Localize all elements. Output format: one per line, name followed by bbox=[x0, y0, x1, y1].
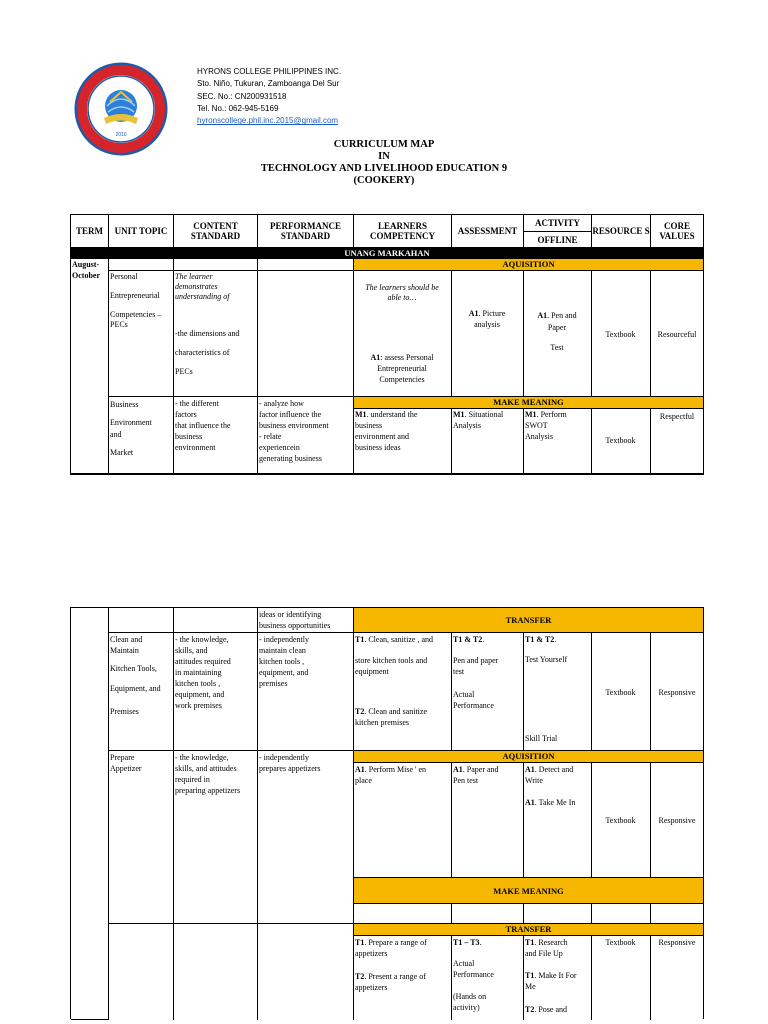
competency-code: A1 bbox=[370, 353, 381, 362]
assessment-line: test bbox=[453, 667, 465, 676]
sec-number: SEC. No.: CN200931518 bbox=[197, 91, 287, 101]
row1-resources bbox=[592, 271, 651, 397]
competency-line: business bbox=[355, 421, 383, 430]
row0-performance bbox=[258, 608, 354, 633]
content-line: The learner bbox=[175, 272, 213, 281]
competency-line: Entrepreneurial bbox=[377, 364, 427, 373]
competency-code: T2 bbox=[355, 972, 365, 981]
row1-performance bbox=[258, 271, 354, 397]
topic-line: PECs bbox=[110, 320, 128, 329]
competency-line: appetizers bbox=[355, 983, 388, 992]
assessment-line: activity) bbox=[453, 1003, 480, 1012]
performance-line: experiencein bbox=[259, 443, 300, 452]
assessment-code: A1 bbox=[468, 309, 479, 318]
term-line: October bbox=[72, 271, 100, 280]
blank-cell bbox=[174, 608, 258, 633]
row1-performance bbox=[258, 633, 354, 751]
activity-line: . Pose and bbox=[534, 1005, 568, 1014]
resources-value: Textbook bbox=[605, 330, 636, 339]
content-line: attitudes required bbox=[175, 657, 231, 666]
content-line: environment bbox=[175, 443, 216, 452]
content-line: kitchen tools , bbox=[175, 679, 221, 688]
assessment-line: . Picture bbox=[478, 309, 506, 318]
college-header bbox=[197, 66, 341, 127]
col-unit-topic: UNIT TOPIC bbox=[109, 215, 174, 248]
term-cell bbox=[71, 608, 109, 1020]
topic-line: Business bbox=[110, 400, 139, 409]
phase-transfer-2: TRANSFER bbox=[354, 924, 703, 936]
row2-resources bbox=[592, 409, 651, 474]
assessment-line: Analysis bbox=[453, 421, 481, 430]
quarter-band: UNANG MARKAHAN bbox=[71, 248, 703, 259]
assessment-line: Pen test bbox=[453, 776, 479, 785]
activity-line: Analysis bbox=[525, 432, 553, 441]
assessment-line: analysis bbox=[474, 320, 500, 329]
activity-line: Test Yourself bbox=[525, 655, 568, 664]
row1-core-values bbox=[651, 633, 703, 751]
row2-content bbox=[174, 751, 258, 924]
row3-assessment bbox=[452, 936, 524, 1020]
topic-line: Entrepreneurial bbox=[110, 291, 160, 300]
performance-line: premises bbox=[259, 679, 288, 688]
title-line-4: (COOKERY) bbox=[353, 175, 415, 186]
activity-line: . Perform bbox=[536, 410, 567, 419]
row2-resources bbox=[592, 763, 651, 878]
content-line: skills, and bbox=[175, 646, 208, 655]
resources-value: Textbook bbox=[605, 436, 636, 445]
activity-line: . Take Me In bbox=[534, 798, 576, 807]
row1-assessment bbox=[452, 271, 524, 397]
content-line: business bbox=[175, 432, 203, 441]
assessment-line: Performance bbox=[453, 701, 494, 710]
phase-make-meaning-2: MAKE MEANING bbox=[354, 878, 703, 904]
core-values-value: Respectful bbox=[659, 412, 695, 421]
row2-competency bbox=[354, 763, 452, 878]
curriculum-table-page1 bbox=[70, 214, 704, 475]
activity-code: M1 bbox=[525, 410, 537, 419]
assessment-code: M1 bbox=[453, 410, 465, 419]
activity-code: T2 bbox=[525, 1005, 535, 1014]
activity-line: Me bbox=[525, 982, 536, 991]
assessment-line: Pen and paper bbox=[453, 656, 499, 665]
topic-line: Appetizer bbox=[110, 764, 142, 773]
col-term: TERM bbox=[71, 215, 109, 248]
content-line: demonstrates bbox=[175, 282, 218, 291]
content-line: work premises bbox=[175, 701, 222, 710]
blank-cell bbox=[174, 924, 258, 1020]
content-line: - the knowledge, bbox=[175, 635, 229, 644]
col-learners-competency: LEARNERS COMPETENCY bbox=[354, 215, 452, 248]
term-line: August- bbox=[72, 260, 100, 269]
assessment-line: Performance bbox=[453, 970, 494, 979]
activity-code: T1 & T2 bbox=[525, 635, 555, 644]
blank-cell bbox=[258, 259, 354, 271]
assessment-line: (Hands on bbox=[453, 992, 487, 1001]
blank-cell bbox=[258, 924, 354, 1020]
phase-transfer: TRANSFER bbox=[354, 608, 703, 633]
competency-line: : assess Personal bbox=[380, 353, 434, 362]
assessment-line: . bbox=[479, 938, 482, 947]
content-line: skills, and attitudes bbox=[175, 764, 237, 773]
resources-value: Textbook bbox=[605, 938, 636, 947]
resources-value: Textbook bbox=[605, 816, 636, 825]
topic-line: Kitchen Tools, bbox=[110, 664, 157, 673]
core-values-value: Responsive bbox=[658, 688, 696, 697]
competency-line: . Clean and sanitize bbox=[364, 707, 427, 716]
blank-cell bbox=[592, 904, 651, 924]
competency-code: T2 bbox=[355, 707, 365, 716]
topic-line: Prepare bbox=[110, 753, 135, 762]
performance-line: - independently bbox=[259, 753, 309, 762]
competency-line: . Present a range of bbox=[364, 972, 426, 981]
document-title bbox=[0, 139, 768, 187]
performance-line: factor influence the bbox=[259, 410, 322, 419]
row1-content bbox=[174, 271, 258, 397]
row1-competency bbox=[354, 633, 452, 751]
competency-line: business ideas bbox=[355, 443, 401, 452]
competency-code: M1 bbox=[355, 410, 367, 419]
activity-line: Paper bbox=[547, 323, 567, 332]
row1-activity bbox=[524, 633, 592, 751]
performance-line: - analyze how bbox=[259, 399, 304, 408]
term-cell bbox=[71, 259, 109, 474]
content-line: required in bbox=[175, 775, 210, 784]
activity-line: Skill Trial bbox=[525, 734, 558, 743]
row2-topic bbox=[109, 751, 174, 924]
blank-cell bbox=[174, 259, 258, 271]
activity-code: T1 bbox=[525, 971, 535, 980]
row1-activity bbox=[524, 271, 592, 397]
college-address: Sto. Niño, Tukuran, Zamboanga Del Sur bbox=[197, 79, 340, 89]
title-line-3: TECHNOLOGY AND LIVELIHOOD EDUCATION 9 bbox=[260, 163, 508, 174]
performance-line: - independently bbox=[259, 635, 309, 644]
content-line: -the dimensions and bbox=[175, 329, 240, 338]
email-link[interactable]: hyronscollege.phil.inc.2015@gmail.com bbox=[197, 116, 339, 126]
topic-line: Personal bbox=[110, 272, 138, 281]
activity-line: . Make It For bbox=[534, 971, 577, 980]
competency-line: appetizers bbox=[355, 949, 388, 958]
core-values-value: Responsive bbox=[658, 938, 696, 947]
topic-line: Equipment, and bbox=[110, 684, 161, 693]
competency-line: able to… bbox=[387, 293, 417, 302]
content-line: equipment, and bbox=[175, 690, 225, 699]
svg-text:2010: 2010 bbox=[115, 132, 127, 138]
blank-cell bbox=[354, 904, 452, 924]
blank-cell bbox=[651, 904, 703, 924]
assessment-line: Actual bbox=[453, 690, 475, 699]
row1-competency bbox=[354, 271, 452, 397]
resources-value: Textbook bbox=[605, 688, 636, 697]
blank-cell bbox=[109, 924, 174, 1020]
competency-line: The learners should be bbox=[365, 283, 439, 292]
row2-core-values bbox=[651, 409, 703, 474]
activity-line: Test bbox=[550, 343, 564, 352]
row1-assessment bbox=[452, 633, 524, 751]
title-line-1: CURRICULUM MAP bbox=[333, 139, 435, 150]
performance-line: generating business bbox=[259, 454, 322, 463]
topic-line: Competencies – bbox=[110, 310, 162, 319]
performance-line: - relate bbox=[259, 432, 282, 441]
topic-line: and bbox=[110, 430, 122, 439]
content-line: characteristics of bbox=[175, 348, 230, 357]
activity-line: . Research bbox=[534, 938, 568, 947]
performance-line: maintain clean bbox=[259, 646, 306, 655]
competency-line: Competencies bbox=[379, 375, 425, 384]
college-name: HYRONS COLLEGE PHILIPPINES INC. bbox=[197, 67, 342, 76]
performance-line: ideas or identifying bbox=[259, 610, 322, 619]
content-line: - the different bbox=[175, 399, 219, 408]
activity-code: A1 bbox=[525, 798, 535, 807]
competency-code: T1 bbox=[355, 938, 365, 947]
competency-line: . Prepare a range of bbox=[364, 938, 427, 947]
assessment-line: Actual bbox=[453, 959, 475, 968]
performance-line: business opportunities bbox=[259, 621, 331, 630]
row1-core-values bbox=[651, 271, 703, 397]
col-performance-standard: PERFORMANCE STANDARD bbox=[258, 215, 354, 248]
assessment-code: T1 – T3 bbox=[453, 938, 480, 947]
competency-line: . Clean, sanitize , and bbox=[364, 635, 433, 644]
topic-line: Environment bbox=[110, 418, 152, 427]
performance-line: equipment, and bbox=[259, 668, 309, 677]
row2-content bbox=[174, 397, 258, 474]
row3-resources bbox=[592, 936, 651, 1020]
content-line: factors bbox=[175, 410, 197, 419]
row1-topic bbox=[109, 271, 174, 397]
row3-competency bbox=[354, 936, 452, 1020]
competency-line: environment and bbox=[355, 432, 409, 441]
competency-line: equipment bbox=[355, 667, 389, 676]
tel-number: Tel. No.: 062-945-5169 bbox=[197, 103, 279, 113]
col-core-values: CORE VALUES bbox=[651, 215, 703, 248]
activity-line: . Pen and bbox=[547, 311, 577, 320]
content-line: PECs bbox=[175, 367, 193, 376]
row2-assessment bbox=[452, 409, 524, 474]
row2-core-values bbox=[651, 763, 703, 878]
topic-line: Clean and bbox=[110, 635, 143, 644]
activity-line: SWOT bbox=[525, 421, 548, 430]
competency-code: A1 bbox=[355, 765, 365, 774]
content-line: understanding of bbox=[175, 292, 230, 301]
row3-core-values bbox=[651, 936, 703, 1020]
assessment-line: . Paper and bbox=[462, 765, 499, 774]
row2-topic bbox=[109, 397, 174, 474]
blank-cell bbox=[524, 904, 592, 924]
activity-code: T1 bbox=[525, 938, 535, 947]
topic-line: Market bbox=[110, 448, 134, 457]
activity-line: Write bbox=[525, 776, 543, 785]
core-values-value: Resourceful bbox=[657, 330, 697, 339]
blank-cell bbox=[452, 904, 524, 924]
content-line: - the knowledge, bbox=[175, 753, 229, 762]
competency-line: kitchen premises bbox=[355, 718, 409, 727]
competency-line: . Perform Mise ' en bbox=[364, 765, 426, 774]
row1-content bbox=[174, 633, 258, 751]
row2-competency bbox=[354, 409, 452, 474]
col-resources: RESOURCE S bbox=[592, 215, 651, 248]
activity-line: and File Up bbox=[525, 949, 563, 958]
performance-line: kitchen tools , bbox=[259, 657, 305, 666]
assessment-line: . bbox=[482, 635, 485, 644]
blank-cell bbox=[109, 259, 174, 271]
col-activity: ACTIVITY bbox=[524, 215, 592, 232]
content-line: in maintaining bbox=[175, 668, 222, 677]
phase-aquisition-2: AQUISITION bbox=[354, 751, 703, 763]
content-line: that influence the bbox=[175, 421, 231, 430]
activity-line: . bbox=[554, 635, 557, 644]
activity-code: A1 bbox=[537, 311, 548, 320]
blank-cell bbox=[109, 608, 174, 633]
col-offline: OFFLINE bbox=[524, 232, 592, 248]
row2-activity bbox=[524, 409, 592, 474]
curriculum-table-page2 bbox=[70, 607, 704, 1019]
phase-make-meaning: MAKE MEANING bbox=[354, 397, 703, 409]
core-values-value: Responsive bbox=[658, 816, 696, 825]
topic-line: Premises bbox=[110, 707, 139, 716]
assessment-line: . Situational bbox=[464, 410, 504, 419]
phase-aquisition: AQUISITION bbox=[354, 259, 703, 271]
row2-activity bbox=[524, 763, 592, 878]
competency-line: store kitchen tools and bbox=[355, 656, 428, 665]
competency-line: . understand the bbox=[366, 410, 418, 419]
title-line-2: IN bbox=[378, 151, 390, 162]
activity-line: . Detect and bbox=[534, 765, 574, 774]
competency-code: T1 bbox=[355, 635, 365, 644]
topic-line: Maintain bbox=[110, 646, 139, 655]
assessment-code: T1 & T2 bbox=[453, 635, 483, 644]
row2-performance bbox=[258, 386, 354, 474]
performance-line: prepares appetizers bbox=[259, 764, 321, 773]
row2-assessment bbox=[452, 763, 524, 878]
row1-resources bbox=[592, 633, 651, 751]
col-assessment: ASSESSMENT bbox=[452, 215, 524, 248]
row2-performance bbox=[258, 751, 354, 924]
content-line: preparing appetizers bbox=[175, 786, 241, 795]
activity-code: A1 bbox=[525, 765, 535, 774]
competency-line: place bbox=[355, 776, 372, 785]
col-content-standard: CONTENT STANDARD bbox=[174, 215, 258, 248]
assessment-code: A1 bbox=[453, 765, 463, 774]
row3-activity bbox=[524, 936, 592, 1020]
row1-topic bbox=[109, 633, 174, 751]
performance-line: business environment bbox=[259, 421, 329, 430]
